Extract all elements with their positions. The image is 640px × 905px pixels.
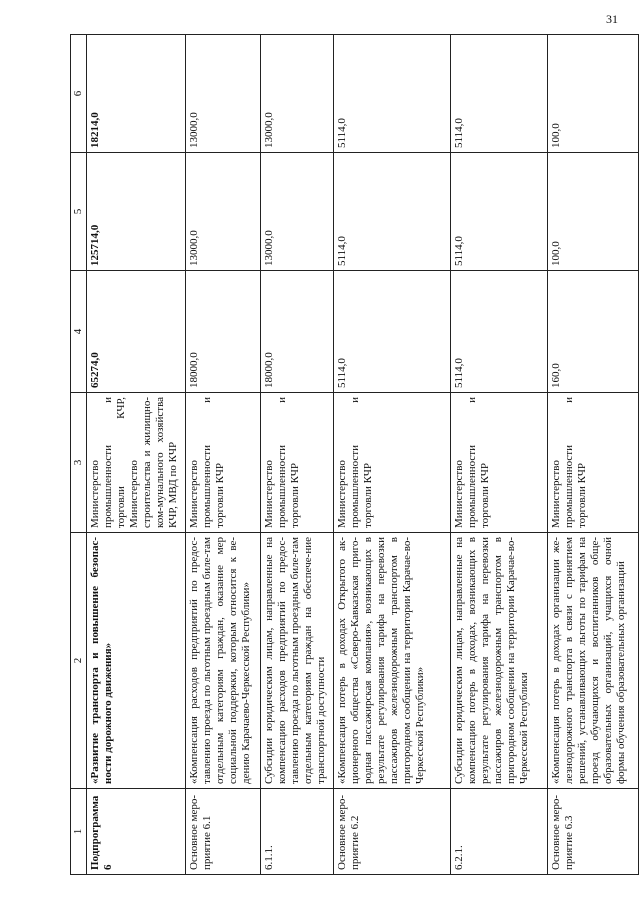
row-executor: Министерство промышленности и торговли КЧР — [547, 393, 638, 533]
table-row — [185, 35, 260, 875]
row-value-5: 125714,0 — [86, 153, 185, 271]
row-value-4: 65274,0 — [86, 271, 185, 393]
row-value-4: 18000,0 — [260, 271, 333, 393]
row-executor: Министерство промышленности и торговли КЧР — [450, 393, 547, 533]
row-name: «Компенсация расходов предприятий по предос-тавлению проезда по льготным проездным биле-там отдельным категориям граждан, оказание мер социальной поддержки, которым относится к ве-дению Карачаево-Черкесской Республики» — [185, 533, 260, 789]
table-header-row — [71, 35, 87, 875]
row-value-4: 5114,0 — [333, 271, 450, 393]
row-value-4: 18000,0 — [185, 271, 260, 393]
header-cell: 4 — [71, 271, 87, 393]
row-name: «Компенсация потерь в доходах организации же-лезнодорожного транспорта в связи с принятием решений, устанавливающих льготы по тарифам на проезд обучающихся и воспитанников обще-образовательных организаций, учащихся очной формы обучения образовательных организаций — [547, 533, 638, 789]
header-cell: 3 — [71, 393, 87, 533]
row-value-6: 13000,0 — [260, 35, 333, 153]
row-code: 6.2.1. — [450, 789, 547, 875]
row-executor: Министерство промышленности и торговли КЧР, Министерство строительства и жилищно-ком-мунального хозяйства КЧР, МВД по КЧР — [86, 393, 185, 533]
row-value-5: 13000,0 — [260, 153, 333, 271]
row-value-4: 160,0 — [547, 271, 638, 393]
row-executor: Министерство промышленности и торговли КЧР — [185, 393, 260, 533]
row-code: Основное меро-приятие 6.3 — [547, 789, 638, 875]
row-executor: Министерство промышленности и торговли КЧР — [333, 393, 450, 533]
table-row — [547, 35, 638, 875]
row-value-6: 5114,0 — [450, 35, 547, 153]
table-row — [450, 35, 547, 875]
row-code: 6.1.1. — [260, 789, 333, 875]
table-row — [86, 35, 185, 875]
row-code: Подпрограмма 6 — [86, 789, 185, 875]
header-cell: 2 — [71, 533, 87, 789]
row-value-6: 18214,0 — [86, 35, 185, 153]
row-code: Основное меро-приятие 6.2 — [333, 789, 450, 875]
page-number: 31 — [606, 12, 618, 26]
row-value-5: 100,0 — [547, 153, 638, 271]
row-value-5: 5114,0 — [450, 153, 547, 271]
row-name: «Развитие транспорта и повышение безопас-ности дорожного движения» — [86, 533, 185, 789]
row-value-6: 13000,0 — [185, 35, 260, 153]
row-value-5: 5114,0 — [333, 153, 450, 271]
row-code: Основное меро-приятие 6.1 — [185, 789, 260, 875]
row-value-6: 100,0 — [547, 35, 638, 153]
row-executor: Министерство промышленности и торговли КЧР — [260, 393, 333, 533]
table-row — [260, 35, 333, 875]
row-value-6: 5114,0 — [333, 35, 450, 153]
row-value-4: 5114,0 — [450, 271, 547, 393]
table-row — [333, 35, 450, 875]
budget-table — [70, 34, 639, 875]
header-cell: 6 — [71, 35, 87, 153]
header-cell: 1 — [71, 789, 87, 875]
row-name: Субсидии юридическим лицам, направленные на компенсацию расходов предприятий по предос-тавлению проезда по льготным проездным биле-там отдельным категориям граждан на обеспече-ние транспортной доступности — [260, 533, 333, 789]
row-name: «Компенсация потерь в доходах Открытого ак-ционерного общества «Северо-Кавказская приго-родная пассажирская компания», возникающих в результате регулирования тарифа на перевозки пассажиров железнодорожным транспортом в пригородном сообщении на территории Карачае-во-Черкесской Республики» — [333, 533, 450, 789]
row-name: Субсидии юридическим лицам, направленные на компенсацию потерь в доходах, возникающих в результате регулирования тарифа на перевозки пассажиров железнодорожным транспортом в пригородном сообщении на территории Карачае-во-Черкесской Республики — [450, 533, 547, 789]
rotated-table-wrapper — [70, 35, 627, 875]
row-value-5: 13000,0 — [185, 153, 260, 271]
header-cell: 5 — [71, 153, 87, 271]
